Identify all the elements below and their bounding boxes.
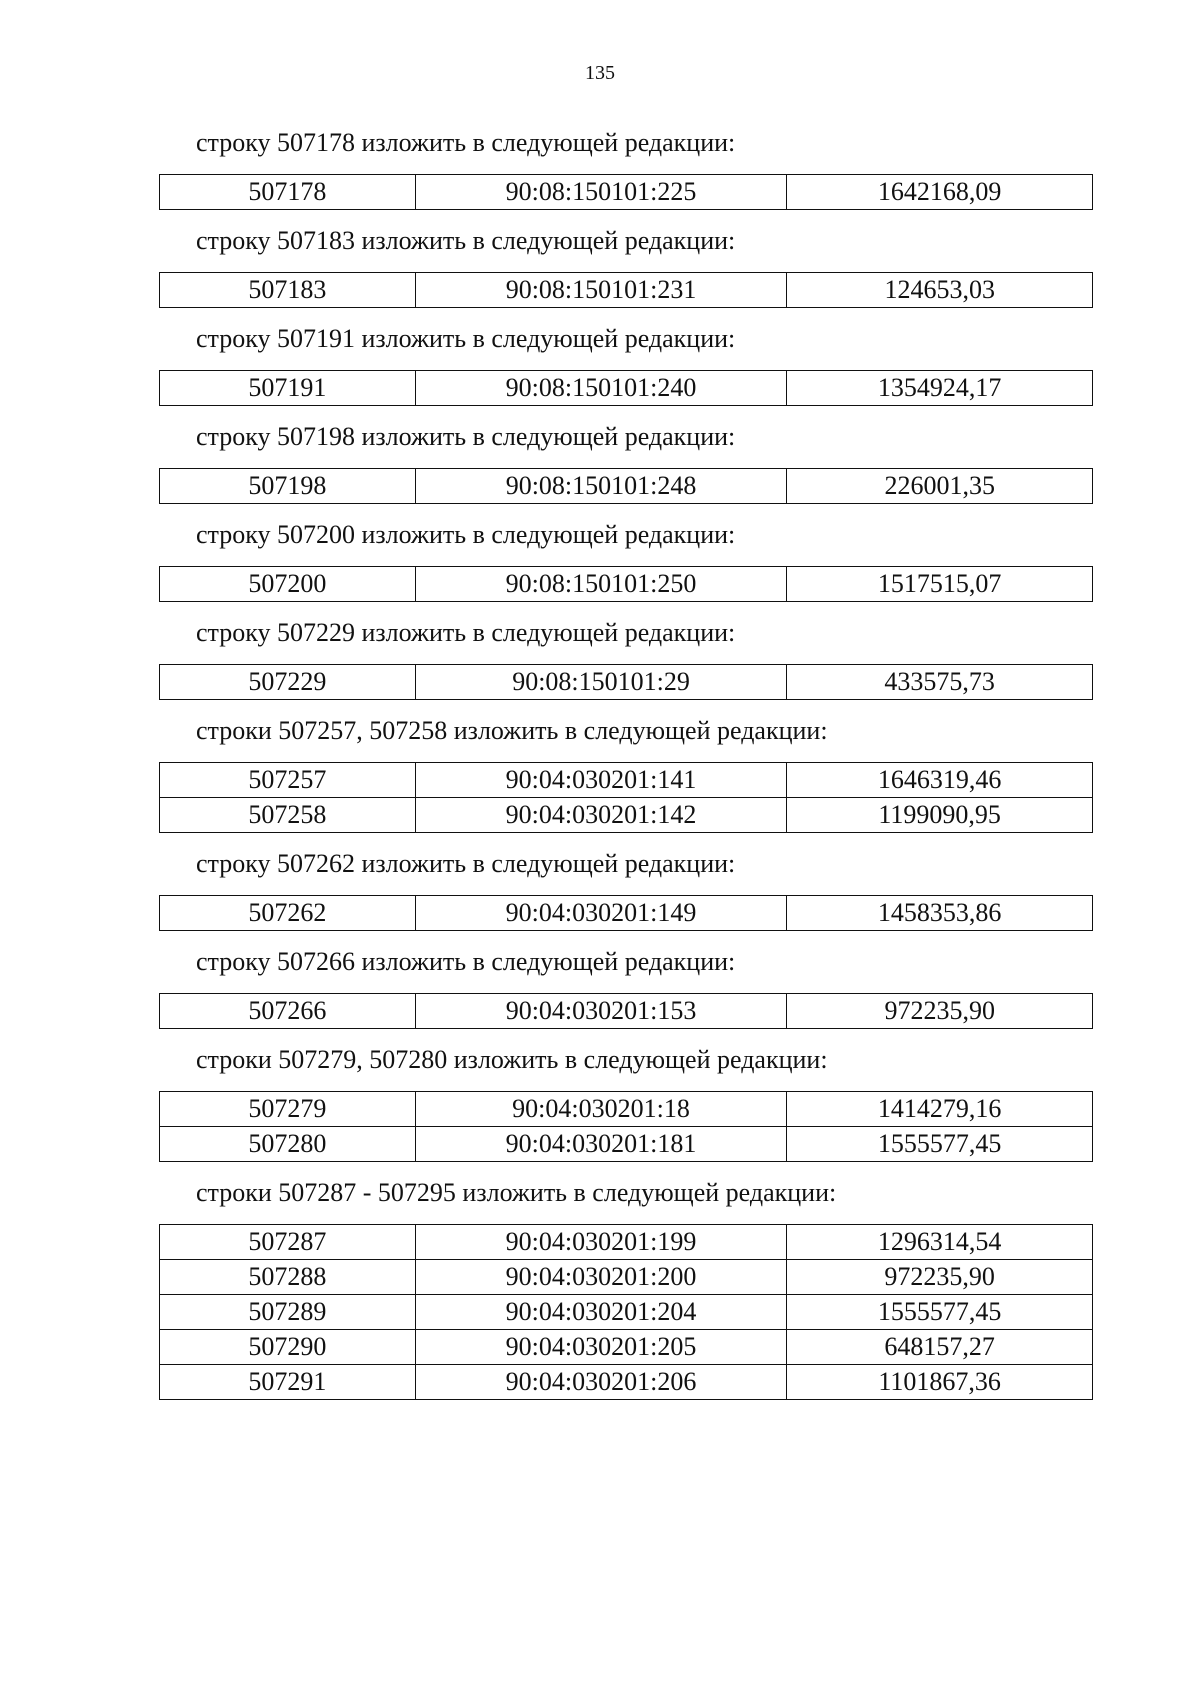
- amendment-intro: строку 507229 изложить в следующей редакции:: [196, 618, 736, 647]
- table-row: [160, 665, 1093, 700]
- value-cell: 1101867,36: [787, 1365, 1093, 1400]
- row-number-cell: 507258: [160, 798, 416, 833]
- row-number-cell: 507257: [160, 763, 416, 798]
- amendment-block: [0, 1043, 1200, 1162]
- row-number-cell: 507289: [160, 1295, 416, 1330]
- amendment-intro: строки 507287 - 507295 изложить в следующей редакции:: [196, 1178, 837, 1207]
- amendment-table: [159, 895, 1093, 931]
- cadastral-number-cell: 90:08:150101:225: [415, 175, 787, 210]
- table-row: [160, 1225, 1093, 1260]
- amendment-table: [159, 762, 1093, 833]
- row-number-cell: 507287: [160, 1225, 416, 1260]
- table-row: [160, 469, 1093, 504]
- amendment-intro: строки 507279, 507280 изложить в следующей редакции:: [196, 1045, 828, 1074]
- amendment-block: [0, 420, 1200, 504]
- row-number-cell: 507183: [160, 273, 416, 308]
- value-cell: 226001,35: [787, 469, 1093, 504]
- table-row: [160, 1365, 1093, 1400]
- amendment-block: [0, 322, 1200, 406]
- table-row: [160, 763, 1093, 798]
- amendment-table: [159, 272, 1093, 308]
- value-cell: 1646319,46: [787, 763, 1093, 798]
- cadastral-number-cell: 90:08:150101:29: [415, 665, 787, 700]
- value-cell: 1296314,54: [787, 1225, 1093, 1260]
- amendment-intro: строку 507262 изложить в следующей редакции:: [196, 849, 736, 878]
- cadastral-number-cell: 90:04:030201:205: [415, 1330, 787, 1365]
- amendment-block: [0, 126, 1200, 210]
- value-cell: 1555577,45: [787, 1127, 1093, 1162]
- row-number-cell: 507280: [160, 1127, 416, 1162]
- row-number-cell: 507290: [160, 1330, 416, 1365]
- cadastral-number-cell: 90:04:030201:204: [415, 1295, 787, 1330]
- row-number-cell: 507266: [160, 994, 416, 1029]
- row-number-cell: 507200: [160, 567, 416, 602]
- cadastral-number-cell: 90:08:150101:248: [415, 469, 787, 504]
- value-cell: 433575,73: [787, 665, 1093, 700]
- table-row: [160, 567, 1093, 602]
- value-cell: 124653,03: [787, 273, 1093, 308]
- row-number-cell: 507291: [160, 1365, 416, 1400]
- amendment-intro: строку 507198 изложить в следующей редакции:: [196, 422, 736, 451]
- amendment-block: [0, 714, 1200, 833]
- row-number-cell: 507178: [160, 175, 416, 210]
- table-row: [160, 994, 1093, 1029]
- cadastral-number-cell: 90:08:150101:240: [415, 371, 787, 406]
- value-cell: 1517515,07: [787, 567, 1093, 602]
- value-cell: 972235,90: [787, 994, 1093, 1029]
- amendment-block: [0, 224, 1200, 308]
- cadastral-number-cell: 90:04:030201:206: [415, 1365, 787, 1400]
- cadastral-number-cell: 90:08:150101:250: [415, 567, 787, 602]
- cadastral-number-cell: 90:04:030201:153: [415, 994, 787, 1029]
- amendment-intro: строку 507191 изложить в следующей редакции:: [196, 324, 736, 353]
- amendment-table: [159, 468, 1093, 504]
- value-cell: 1354924,17: [787, 371, 1093, 406]
- amendment-table: [159, 1224, 1093, 1400]
- amendment-list: [0, 126, 1200, 1414]
- table-row: [160, 1092, 1093, 1127]
- cadastral-number-cell: 90:04:030201:142: [415, 798, 787, 833]
- table-row: [160, 1295, 1093, 1330]
- value-cell: 648157,27: [787, 1330, 1093, 1365]
- row-number-cell: 507262: [160, 896, 416, 931]
- amendment-table: [159, 566, 1093, 602]
- amendment-block: [0, 518, 1200, 602]
- row-number-cell: 507279: [160, 1092, 416, 1127]
- row-number-cell: 507198: [160, 469, 416, 504]
- row-number-cell: 507229: [160, 665, 416, 700]
- table-row: [160, 798, 1093, 833]
- cadastral-number-cell: 90:08:150101:231: [415, 273, 787, 308]
- value-cell: 1555577,45: [787, 1295, 1093, 1330]
- amendment-block: [0, 945, 1200, 1029]
- amendment-block: [0, 847, 1200, 931]
- value-cell: 1458353,86: [787, 896, 1093, 931]
- amendment-intro: строку 507178 изложить в следующей редакции:: [196, 128, 736, 157]
- amendment-block: [0, 616, 1200, 700]
- value-cell: 972235,90: [787, 1260, 1093, 1295]
- table-row: [160, 1330, 1093, 1365]
- amendment-table: [159, 370, 1093, 406]
- page-number: 135: [585, 62, 615, 84]
- amendment-intro: строку 507200 изложить в следующей редакции:: [196, 520, 736, 549]
- amendment-table: [159, 993, 1093, 1029]
- cadastral-number-cell: 90:04:030201:200: [415, 1260, 787, 1295]
- amendment-intro: строку 507266 изложить в следующей редакции:: [196, 947, 736, 976]
- amendment-table: [159, 664, 1093, 700]
- cadastral-number-cell: 90:04:030201:141: [415, 763, 787, 798]
- row-number-cell: 507191: [160, 371, 416, 406]
- value-cell: 1642168,09: [787, 175, 1093, 210]
- table-row: [160, 273, 1093, 308]
- table-row: [160, 1127, 1093, 1162]
- amendment-intro: строки 507257, 507258 изложить в следующей редакции:: [196, 716, 828, 745]
- value-cell: 1199090,95: [787, 798, 1093, 833]
- table-row: [160, 175, 1093, 210]
- table-row: [160, 896, 1093, 931]
- cadastral-number-cell: 90:04:030201:149: [415, 896, 787, 931]
- table-row: [160, 371, 1093, 406]
- amendment-table: [159, 174, 1093, 210]
- row-number-cell: 507288: [160, 1260, 416, 1295]
- amendment-intro: строку 507183 изложить в следующей редакции:: [196, 226, 736, 255]
- table-row: [160, 1260, 1093, 1295]
- value-cell: 1414279,16: [787, 1092, 1093, 1127]
- cadastral-number-cell: 90:04:030201:199: [415, 1225, 787, 1260]
- amendment-block: [0, 1176, 1200, 1400]
- cadastral-number-cell: 90:04:030201:181: [415, 1127, 787, 1162]
- amendment-table: [159, 1091, 1093, 1162]
- cadastral-number-cell: 90:04:030201:18: [415, 1092, 787, 1127]
